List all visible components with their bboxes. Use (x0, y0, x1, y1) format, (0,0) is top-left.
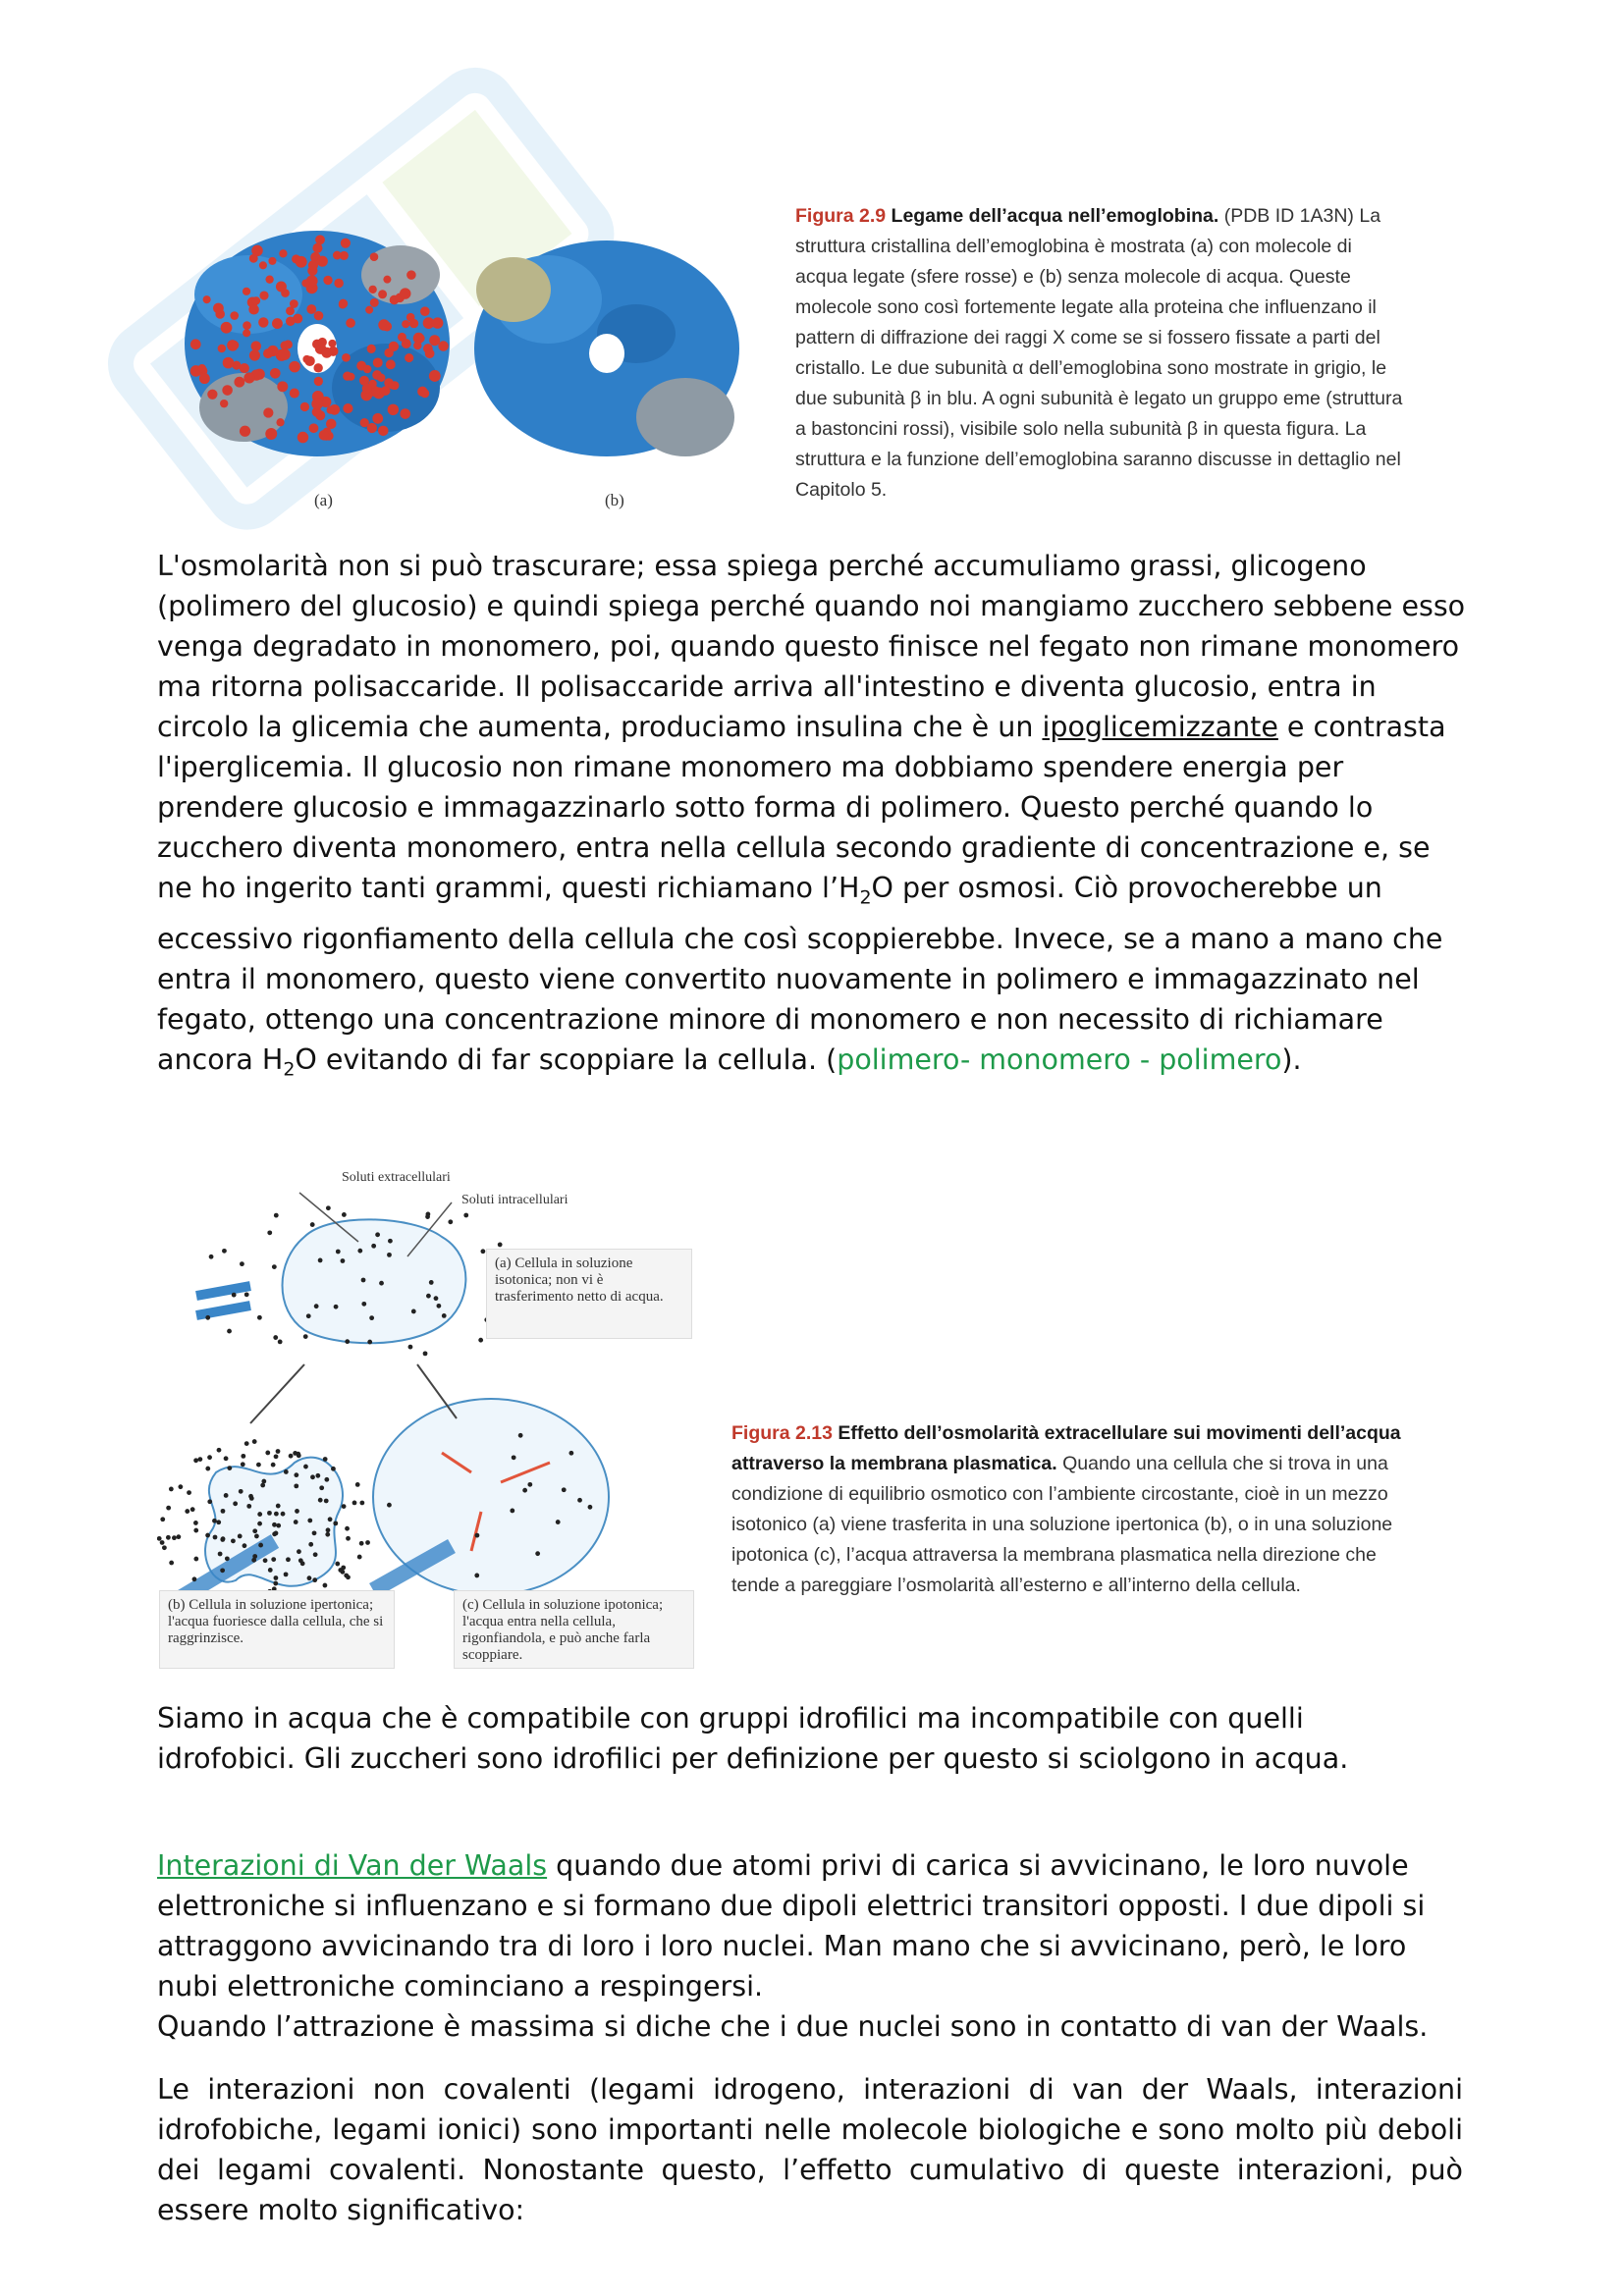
figure-2-13-caption (731, 1418, 1419, 1601)
paragraph-osmolarity-part1: L'osmolarità non si può trascurare; essa spiega perché accumuliamo grassi, glicogeno (polimero del glucosio) e quindi spiega perché quando noi mangiamo zucchero sebbene esso venga degradato in monomero, poi, quando questo finisce nel fegato non rimane monomero ma ritorna polisaccaride. Il polisaccaride arriva all'intestino e diventa glucosio, entra in circolo la glicemia che aumenta, produciamo insulina che è un (157, 550, 1466, 743)
paragraph-hydrophilic (157, 1698, 1394, 1779)
paragraph-osmolarity-part2: e contrasta l'iperglicemia. Il glucosio non rimane monomero ma dobbiamo spendere energia per prendere glucosio e immagazzinarlo sotto forma di polimero. Questo perché quando lo zucchero diventa monomero, entra nella cellula secondo gradiente di concentrazione e, se ne ho ingerito tanti grammi, questi richiamano l’H (157, 711, 1446, 904)
subscript-2: 2 (859, 886, 872, 909)
caption-box-hypotonic: (c) Cellula in soluzione ipotonica; l'acqua entra nella cellula, rigonfiandola, e può anche farla scoppiare. (454, 1590, 694, 1669)
hemoglobin-figure (175, 206, 764, 510)
van-der-waals-text: quando due atomi privi di carica si avvicinano, le loro nuvole elettroniche si influenzano e si formano due dipoli elettrici transitori opposti. I due dipoli si attraggono avvicinando tra di loro i loro nuclei. Man mano che si avvicinano, però, le loro nubi elettroniche cominciano a respingersi. (157, 1849, 1426, 2002)
figure-2-9-caption-text: La struttura cristallina dell’emoglobina è mostrata (a) con molecole di acqua legate (sfere rosse) e (b) senza molecole di acqua. Queste molecole sono così fortemente legate alla proteina che influenzano il pattern di diffrazione dei raggi X come se si fossero fissate a parti del cristallo. Le due subunità α dell’emoglobina sono mostrate in grigio, le due subunità β in blu. A ogni subunità è legato un gruppo eme (struttura a bastoncini rossi), visibile solo nella subunità β in questa figura. La struttura e la funzione dell’emoglobina saranno discusse in dettaglio nel Capitolo 5. (795, 205, 1403, 501)
figure-2-9-label-b: (b) (605, 491, 624, 509)
figure-2-9-label-a: (a) (314, 491, 333, 509)
paragraph-van-der-waals (157, 1845, 1532, 2047)
cell-hypertonic (177, 1458, 343, 1600)
link-ipoglicemizzante: ipoglicemizzante (1042, 711, 1278, 743)
paren-open: ( (826, 1042, 838, 1076)
hemoglobin-structure-a (185, 231, 450, 456)
label-extracellular-solutes: Soluti extracellulari (342, 1170, 451, 1185)
label-intracellular-solutes: Soluti intracellulari (461, 1193, 568, 1207)
paragraph-osmolarity-part3: O per osmosi. Ciò provocherebbe un eccessivo rigonfiamento della cellula che così scoppierebbe. Invece, se a mano a mano che entra il monomero, questo viene convertito nuovamente in polimero e immagazzinato nel fegato, ottengo una concentrazione minore di monomero e non necessito di richiamare ancora H (157, 872, 1443, 1076)
figure-2-9-number: Figura 2.9 (795, 205, 887, 227)
figure-2-9-pdb-id: (PDB ID 1A3N) (1223, 205, 1354, 227)
paragraph-noncovalent (157, 2069, 1463, 2230)
paragraph-hydrophilic-text: Siamo in acqua che è compatibile con gruppi idrofilici ma incompatibile con quelli idrofobici. Gli zuccheri sono idrofilici per definizione per questo si sciolgono in acqua. (157, 1702, 1349, 1775)
cell-hypotonic (373, 1399, 609, 1595)
caption-box-isotonic: (a) Cellula in soluzione isotonica; non vi è trasferimento netto di acqua. (486, 1249, 692, 1339)
paragraph-noncovalent-text: Le interazioni non covalenti (legami idrogeno, interazioni di van der Waals, interazioni idrofobiche, legami ionici) sono importanti nelle molecole biologiche e sono molto più deboli dei legami covalenti. Nonostante questo, l’effetto cumulativo di queste interazioni, può essere molto significativo: (157, 2073, 1463, 2226)
figure-2-13-title: Effetto dell’osmolarità extracellulare sui movimenti dell’acqua attraverso la membrana plasmatica. (731, 1422, 1401, 1474)
figure-2-9-caption (795, 201, 1404, 506)
figure-2-9-title: Legame dell’acqua nell’emoglobina. (891, 205, 1219, 227)
paragraph-osmolarity (157, 546, 1473, 1090)
figure-2-13-caption-text: Quando una cellula che si trova in una condizione di equilibrio osmotico con l’ambiente circostante, cioè in un mezzo isotonico (a) viene trasferita in una soluzione ipertonica (b), o in una soluzione ipotonica (c), l’acqua attraversa la membrana plasmatica nella direzione che tende a pareggiare l’osmolarità all’esterno e all’interno della cellula. (731, 1453, 1393, 1596)
subscript-2: 2 (283, 1058, 296, 1081)
polymer-cycle-highlight: polimero- monomero - polimero (837, 1042, 1282, 1076)
hemoglobin-structure-b (474, 240, 739, 456)
cell-isotonic (196, 1219, 465, 1343)
figure-2-13-number: Figura 2.13 (731, 1422, 833, 1444)
van-der-waals-contact-text: Quando l’attrazione è massima si diche che i due nuclei sono in contatto di van der Waals. (157, 2010, 1429, 2043)
van-der-waals-term: Interazioni di Van der Waals (157, 1849, 548, 1882)
paragraph-osmolarity-part4: O evitando di far scoppiare la cellula. (295, 1042, 827, 1076)
paren-close: ). (1281, 1042, 1302, 1076)
caption-box-hypertonic: (b) Cellula in soluzione ipertonica; l'acqua fuoriesce dalla cellula, che si raggrinzisce. (159, 1590, 395, 1669)
